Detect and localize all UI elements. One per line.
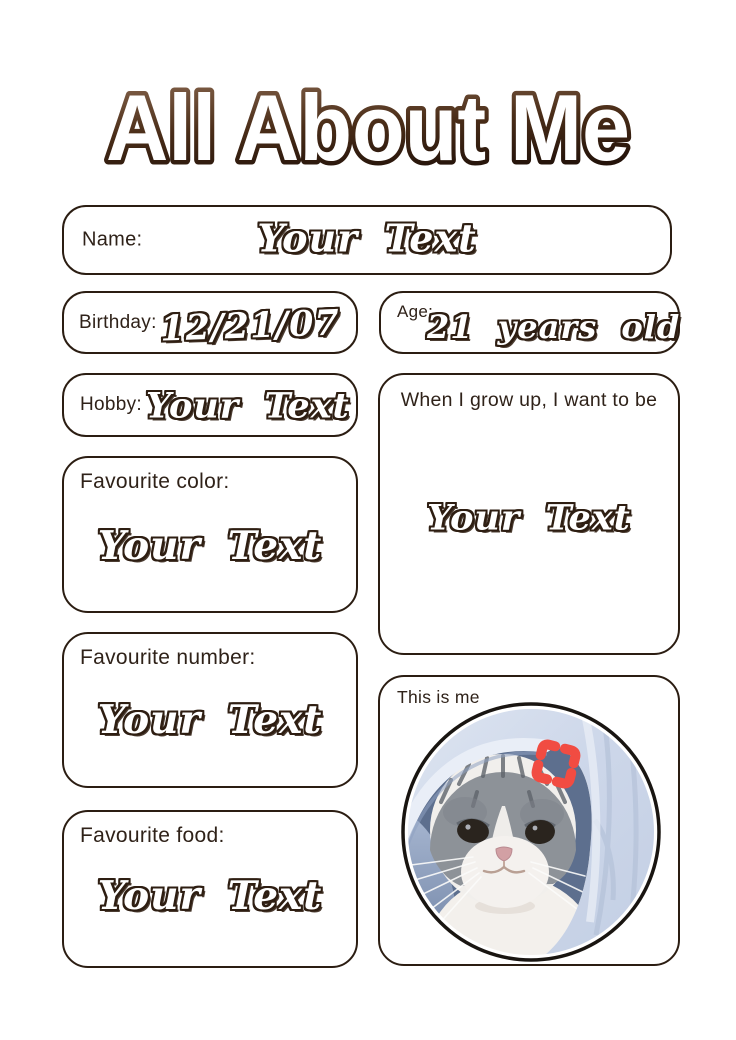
- name-box: [62, 205, 672, 275]
- page-title-text: All About Me: [106, 75, 630, 180]
- grow-up-value[interactable]: Your Text: [427, 497, 631, 539]
- page-title: [88, 54, 648, 192]
- age-box: [379, 291, 680, 354]
- cat-under-blanket-photo[interactable]: [399, 700, 663, 964]
- birthday-label: Birthday:: [79, 311, 157, 333]
- name-label: Name:: [82, 228, 143, 251]
- birthday-value[interactable]: 12/21/07: [159, 302, 341, 350]
- favourite-number-value[interactable]: Your Text: [97, 697, 323, 743]
- age-label: Age:: [397, 302, 434, 321]
- age-value[interactable]: 21 years old: [427, 307, 681, 346]
- favourite-food-label: Favourite food:: [80, 824, 225, 847]
- favourite-number-label: Favourite number:: [80, 646, 256, 669]
- grow-up-label: When I grow up, I want to be: [400, 389, 658, 411]
- favourite-color-value[interactable]: Your Text: [97, 523, 323, 569]
- favourite-food-box: [62, 810, 358, 968]
- grow-up-box: [378, 373, 680, 655]
- favourite-food-value[interactable]: Your Text: [97, 873, 323, 919]
- hobby-value[interactable]: Your Text: [146, 385, 350, 427]
- name-value[interactable]: Your Text: [257, 215, 477, 261]
- birthday-box: [62, 291, 358, 354]
- hobby-label: Hobby:: [80, 394, 143, 415]
- this-is-me-box: [378, 675, 680, 966]
- this-is-me-label: This is me: [397, 687, 480, 707]
- favourite-color-label: Favourite color:: [80, 470, 230, 493]
- favourite-number-box: [62, 632, 358, 788]
- favourite-color-box: [62, 456, 358, 613]
- hobby-box: [62, 373, 358, 437]
